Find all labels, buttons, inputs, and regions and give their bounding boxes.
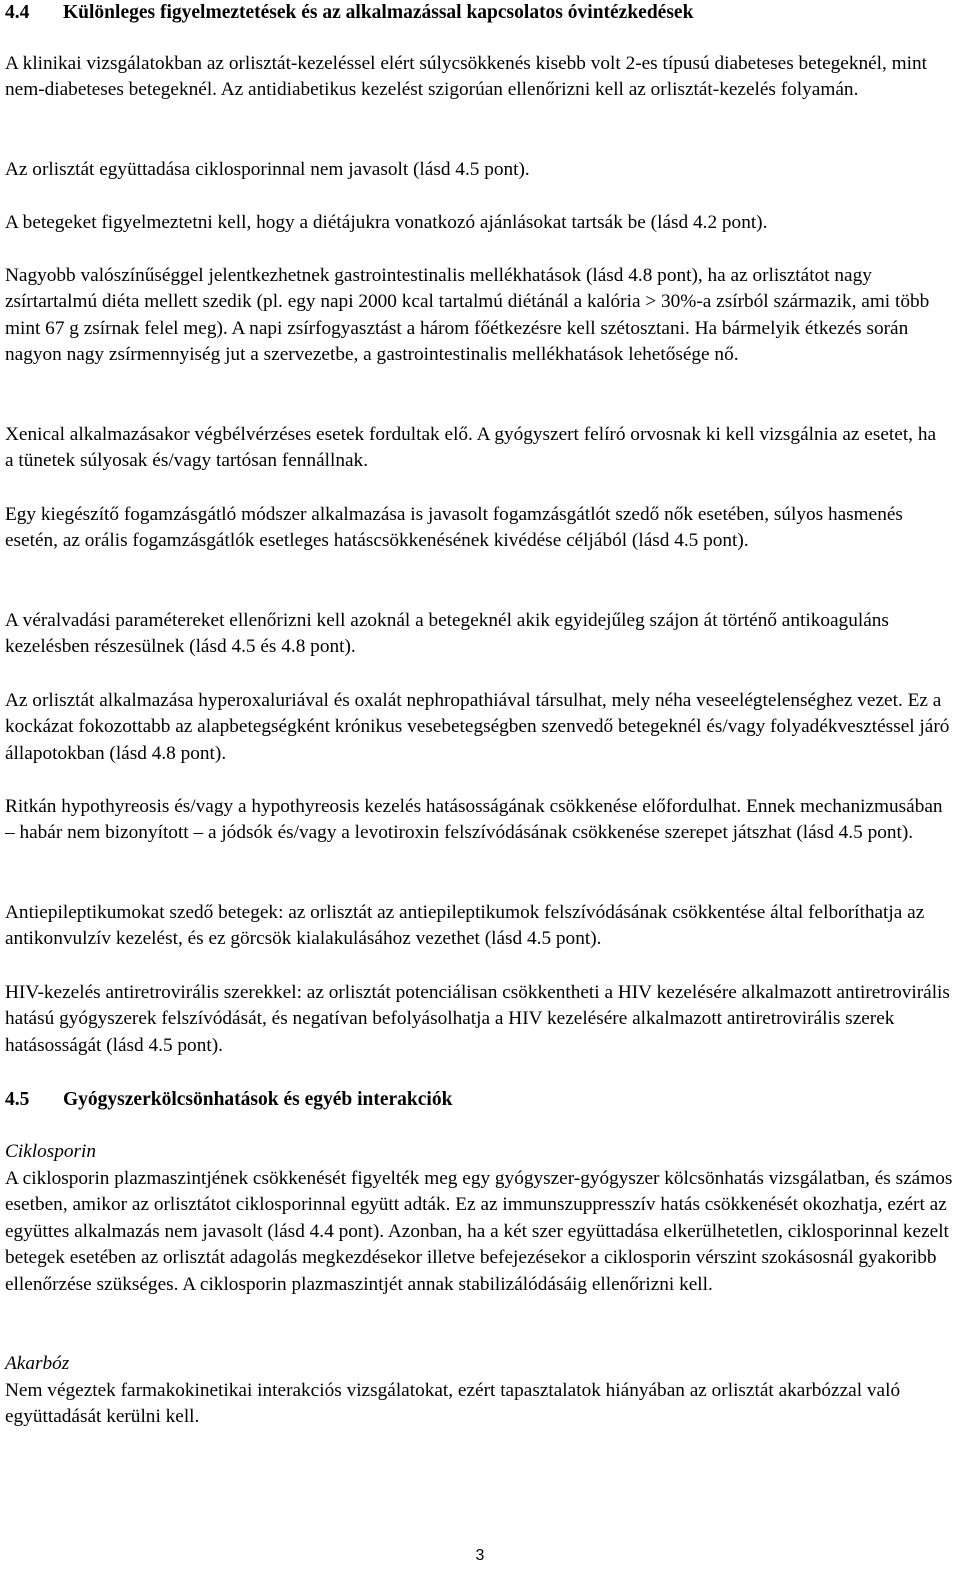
subsection-heading-akarboz: Akarbóz [5,1353,70,1374]
paragraph: A betegeket figyelmeztetni kell, hogy a diétájukra vonatkozó ajánlásokat tartsák be (lásd 4.2 pont). [5,212,768,233]
section-title: Különleges figyelmeztetések és az alkalmazással kapcsolatos óvintézkedések [63,2,694,23]
paragraph: Xenical alkalmazásakor végbélvérzéses esetek fordultak elő. A gyógyszert felíró orvosnak ki kell vizsgálnia az esetet, ha a tünetek súlyosak és/vagy tartósan fennállnak. [5,424,937,472]
page-number: 3 [475,1547,485,1564]
paragraph: A véralvadási paramétereket ellenőrizni kell azoknál a betegeknél akik egyidejűleg szájon át történő antikoaguláns kezelésben részesülnek (lásd 4.5 és 4.8 pont). [5,610,889,658]
paragraph: HIV-kezelés antiretrovirális szerekkel: az orlisztát potenciálisan csökkentheti a HIV kezelésére alkalmazott antiretrovirális hatású gyógyszerek felszívódását, és negatívan befolyásolhatja a HIV kezelésére alkalmazott antiretrovirális szerek hatásosságát (lásd 4.5 pont). [5,982,950,1056]
section-title: Gyógyszerkölcsönhatások és egyéb interakciók [63,1089,453,1110]
paragraph: Nagyobb valószínűséggel jelentkezhetnek gastrointestinalis mellékhatások (lásd 4.8 pont), ha az orlisztátot nagy zsírtartalmú diéta mellett szedik (pl. egy napi 2000 kcal tartalmú diétánál a kalória > 30%-a zsírból származik, ami több mint 67 g zsírnak felel meg). A napi zsírfogyasztást a három főétkezésre kell szétosztani. Ha bármelyik étkezés során nagyon nagy zsírmennyiség jut a szervezetbe, a gastrointestinalis mellékhatások lehetősége nő. [5,265,930,366]
paragraph: A klinikai vizsgálatokban az orlisztát-kezeléssel elért súlycsökkenés kisebb volt 2-es típusú diabeteses betegeknél, mint nem-diabeteses betegeknél. Az antidiabetikus kezelést szigorúan ellenőrizni kell az orlisztát-kezelés folyamán. [5,53,928,101]
section-number: 4.5 [5,1089,30,1110]
section-heading-4-5 [5,1087,452,1113]
paragraph: A ciklosporin plazmaszintjének csökkenését figyelték meg egy gyógyszer-gyógyszer kölcsönhatás vizsgálatban, és számos esetben, amikor az orlisztátot ciklosporinnal együtt adták. Ez az immunszuppresszív hatás csökkenését okozhatja, ezért az együttes alkalmazás nem javasolt (lásd 4.4 pont). Azonban, ha a két szer együttadása elkerülhetetlen, ciklosporinnal kezelt betegek esetében az orlisztát adagolás megkezdésekor illetve befejezésekor a ciklosporin vérszint szokásosnál gyakoribb ellenőrzése szükséges. A ciklosporin plazmaszintjét annak stabilizálódásáig ellenőrizni kell. [5,1168,953,1295]
paragraph: Az orlisztát együttadása ciklosporinnal nem javasolt (lásd 4.5 pont). [5,159,530,180]
subsection-heading-ciklosporin: Ciklosporin [5,1141,97,1162]
section-number: 4.4 [5,2,30,23]
paragraph: Nem végeztek farmakokinetikai interakciós vizsgálatokat, ezért tapasztalatok hiányában az orlisztát akarbózzal való együttadását kerülni kell. [5,1380,901,1428]
paragraph: Ritkán hypothyreosis és/vagy a hypothyreosis kezelés hatásosságának csökkenése előfordulhat. Ennek mechanizmusában – habár nem bizonyított – a jódsók és/vagy a levotiroxin felszívódásának csökkenése szerepet játszhat (lásd 4.5 pont). [5,796,943,844]
paragraph: Egy kiegészítő fogamzásgátló módszer alkalmazása is javasolt fogamzásgátlót szedő nők esetében, súlyos hasmenés esetén, az orális fogamzásgátlók esetleges hatáscsökkenésének kivédése céljából (lásd 4.5 pont). [5,504,903,552]
section-heading-4-4 [5,0,693,26]
paragraph: Antiepileptikumokat szedő betegek: az orlisztát az antiepileptikumok felszívódásának csökkentése által felboríthatja az antikonvulzív kezelést, és ez görcsök kialakulásához vezethet (lásd 4.5 pont). [5,902,925,950]
paragraph: Az orlisztát alkalmazása hyperoxaluriával és oxalát nephropathiával társulhat, mely néha veseelégtelenséghez vezet. Ez a kockázat fokozottabb az alapbetegségként krónikus vesebetegségben szenvedő betegeknél és/vagy folyadékvesztéssel járó állapotokban (lásd 4.8 pont). [5,690,950,764]
